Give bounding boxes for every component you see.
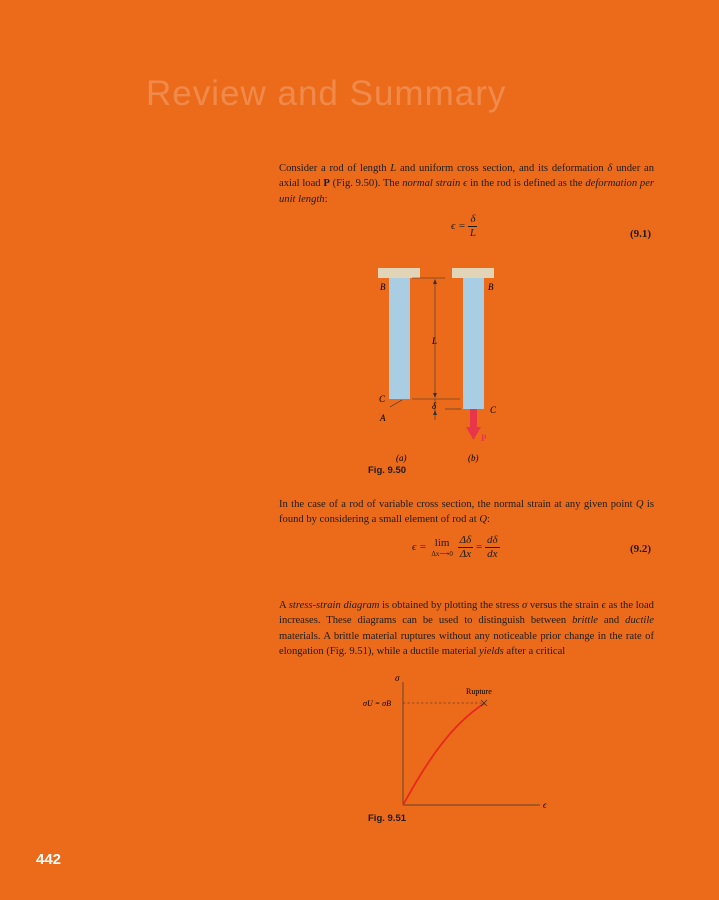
page-number: 442	[36, 851, 62, 868]
figure-9-51	[355, 670, 565, 815]
load-arrow-P	[470, 409, 477, 429]
label-B-b: B	[488, 282, 494, 292]
label-A: A	[380, 413, 386, 423]
label-sigmaU-sigmaB: σU = σB	[363, 699, 391, 708]
figure-9-50	[360, 260, 520, 465]
equation-9-2: ϵ = lim Δx⟶0 $\frac{\Delta\delta}{\Delta x}$ = $\frac{d\delta}{dx}$	[412, 534, 498, 560]
label-rupture: Rupture	[466, 687, 492, 696]
stress-strain-curve	[403, 703, 485, 805]
rod-a	[389, 278, 410, 399]
equation-9-1: ϵ = $\frac{\delta}{L}$	[451, 213, 476, 239]
label-subfig-a: (a)	[396, 453, 407, 463]
label-sigma: σ	[395, 673, 400, 683]
rod-b	[463, 278, 484, 409]
label-epsilon: ϵ	[543, 800, 547, 810]
equation-number-9-2: (9.2)	[630, 543, 652, 555]
equation-number-9-1: (9.1)	[630, 228, 652, 240]
paragraph-stress-strain: A stress-strain diagram is obtained by plotting the stress σ versus the strain ϵ as the load increases. These diagrams can be used to distinguish between brittle and ductile materials. A brittle material ruptures without any noticeable prior change in the rate of elongation (Fig. 9.51), while a ductile material yields after a critical	[279, 600, 654, 658]
support-a	[378, 268, 420, 278]
label-C-a: C	[379, 394, 386, 404]
figure-caption-9-50: Fig. 9.50	[368, 465, 407, 476]
paragraph-strain-definition: Consider a rod of length L and uniform cross section, and its deformation δ under an axial load P (Fig. 9.50). The normal strain ϵ in the rod is defined as the deformation per unit length:	[279, 163, 655, 205]
label-B-a: B	[380, 282, 386, 292]
support-b	[452, 268, 494, 278]
label-C-b: C	[490, 405, 497, 415]
section-title: Review and Summary	[146, 74, 507, 113]
figure-caption-9-51: Fig. 9.51	[368, 813, 407, 824]
label-delta: δ	[432, 401, 437, 411]
label-subfig-b: (b)	[468, 453, 479, 463]
paragraph-variable-section: In the case of a rod of variable cross section, the normal strain at any given point Q is found by considering a small element of rod at Q:	[279, 499, 654, 526]
label-P: P	[481, 433, 487, 443]
label-L: L	[432, 336, 438, 346]
